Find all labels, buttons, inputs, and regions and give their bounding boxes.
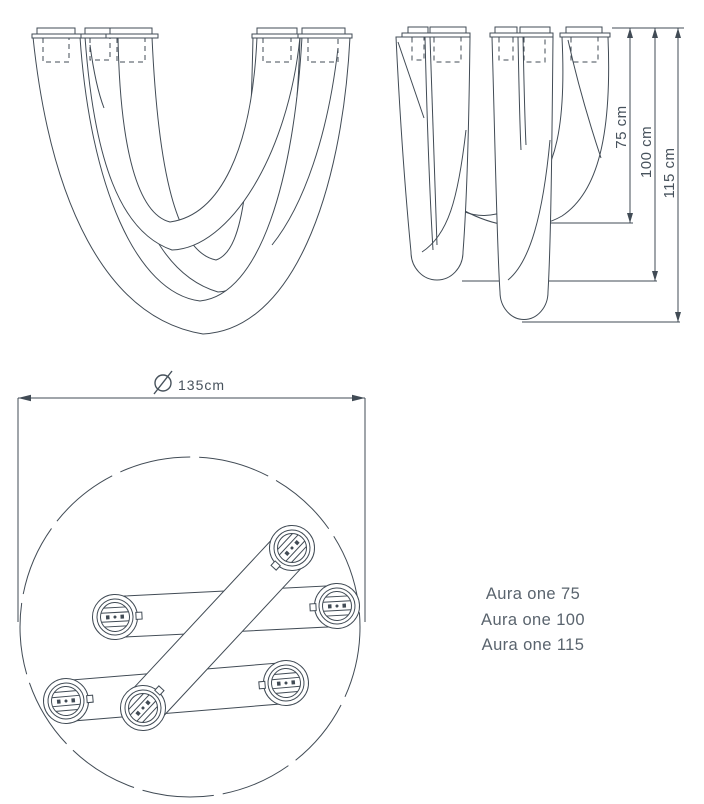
arrow-down-icon (675, 312, 681, 322)
dimension-label-75: 75 cm (613, 105, 630, 149)
plan-view-drawing (18, 371, 365, 797)
dimension-label-115: 115 cm (661, 147, 678, 199)
arrow-down-icon (627, 213, 633, 223)
product-variant-list (420, 582, 646, 659)
arrow-down-icon (652, 271, 658, 281)
arrow-up-icon (627, 28, 633, 38)
arrow-up-icon (675, 28, 681, 38)
product-variant-label: Aura one 115 (481, 636, 585, 654)
diameter-label: 135cm (178, 377, 226, 393)
side-view-drawing (396, 27, 684, 322)
diameter-dimension (18, 371, 365, 622)
ceiling-mount (560, 27, 610, 62)
tube-115-side (492, 37, 553, 319)
product-variant-label: Aura one 100 (481, 610, 585, 629)
tube-seam (568, 40, 601, 158)
arrow-up-icon (652, 28, 658, 38)
dimension-label-100: 100 cm (638, 125, 655, 179)
diameter-icon (154, 371, 172, 394)
arrow-left-icon (18, 395, 31, 401)
front-view-drawing (32, 28, 352, 334)
product-variant-label: Aura one 75 (485, 585, 581, 603)
tube-115-front (33, 37, 350, 334)
arrow-right-icon (352, 395, 365, 401)
